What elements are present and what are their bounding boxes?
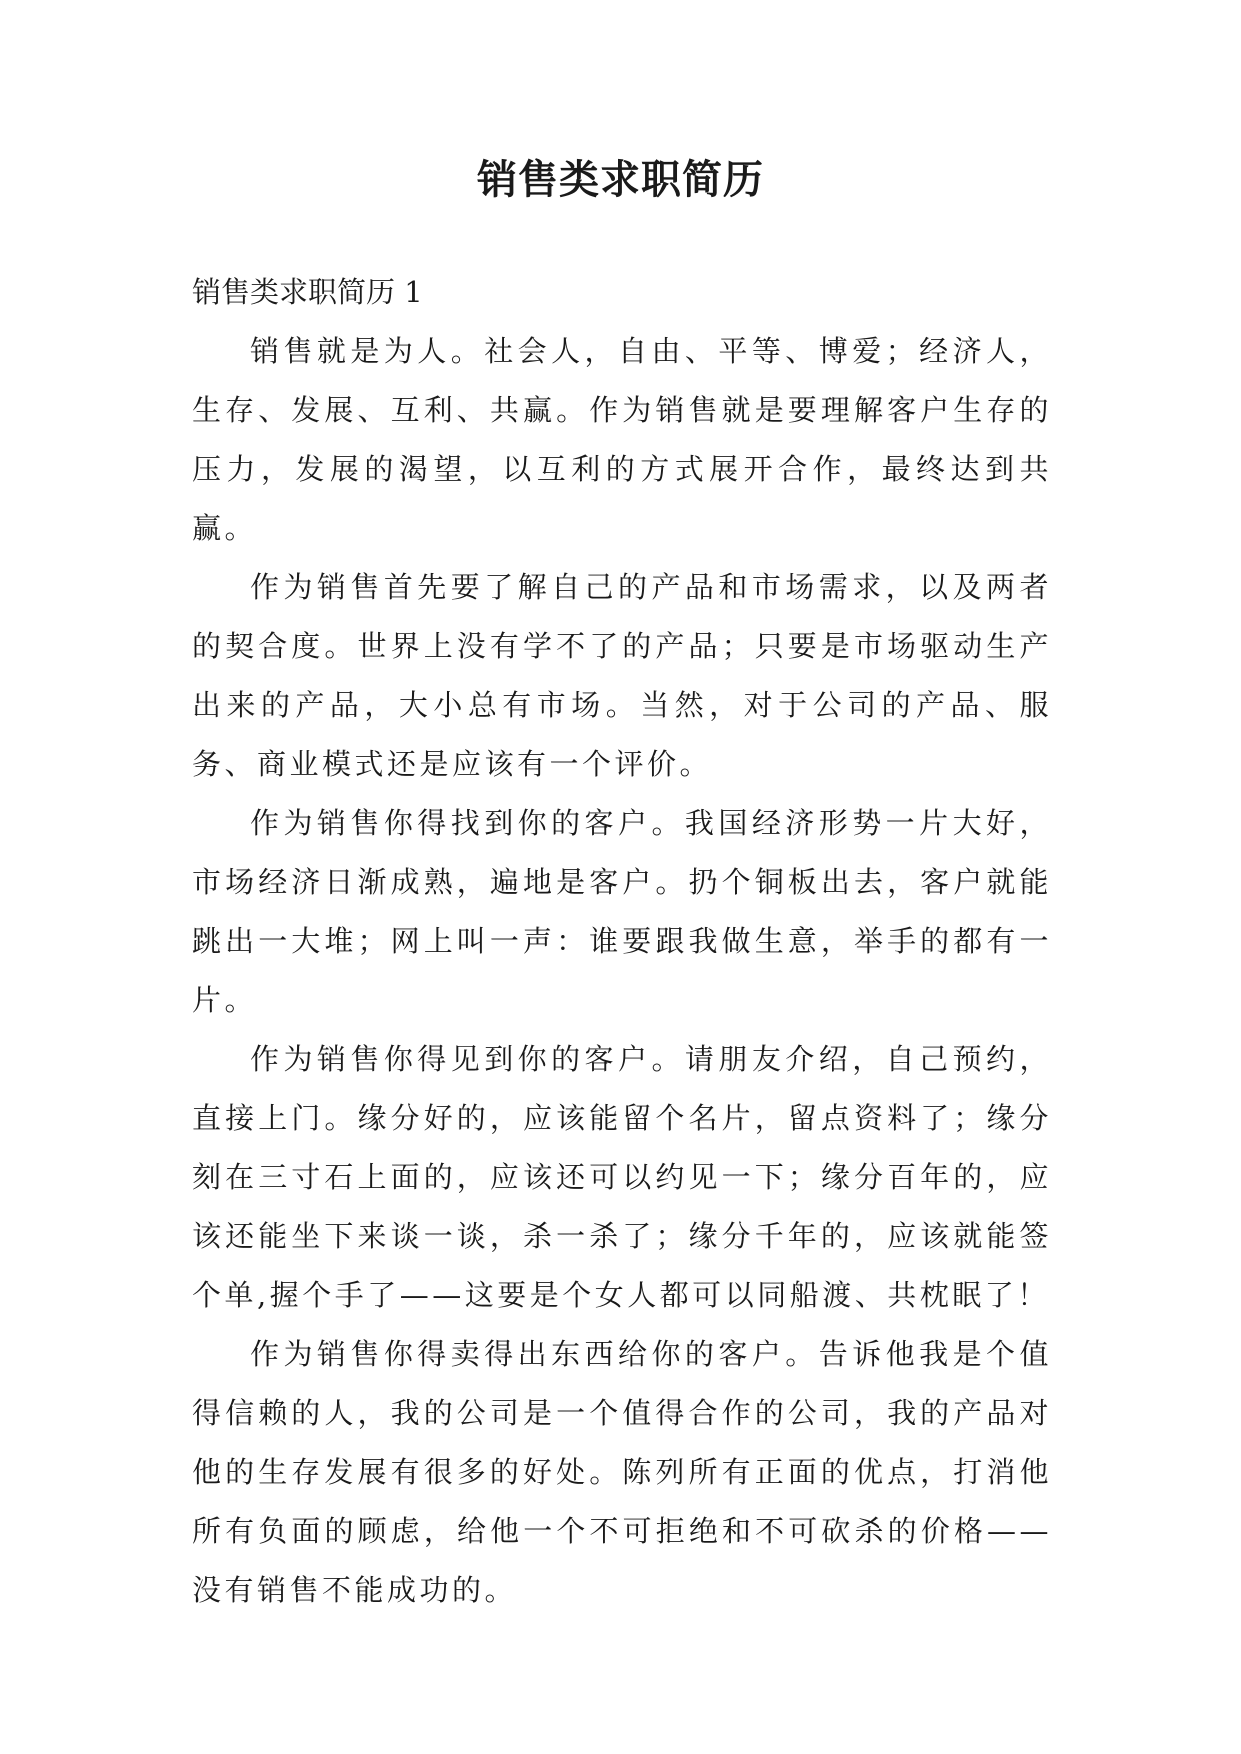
paragraph: 作为销售你得找到你的客户。我国经济形势一片大好，市场经济日渐成熟，遍地是客户。扔个铜板出去，客户就能跳出一大堆；网上叫一声：谁要跟我做生意，举手的都有一片。 [192,806,1052,1017]
section-heading: 销售类求职简历 1 [192,275,423,309]
paragraph: 销售就是为人。社会人，自由、平等、博爱；经济人，生存、发展、互利、共赢。作为销售就是要理解客户生存的压力，发展的渴望，以互利的方式展开合作，最终达到共赢。 [192,334,1052,545]
document-title: 销售类求职简历 [477,156,764,203]
document-body [192,262,1052,1620]
paragraph: 作为销售你得卖得出东西给你的客户。告诉他我是个值得信赖的人，我的公司是一个值得合作的公司，我的产品对他的生存发展有很多的好处。陈列所有正面的优点，打消他所有负面的顾虑，给他一个不可拒绝和不可砍杀的价格——没有销售不能成功的。 [192,1337,1052,1607]
paragraph: 作为销售首先要了解自己的产品和市场需求，以及两者的契合度。世界上没有学不了的产品；只要是市场驱动生产出来的产品，大小总有市场。当然，对于公司的产品、服务、商业模式还是应该有一个评价。 [192,570,1052,781]
paragraph: 作为销售你得见到你的客户。请朋友介绍，自己预约，直接上门。缘分好的，应该能留个名片，留点资料了；缘分刻在三寸石上面的，应该还可以约见一下；缘分百年的，应该还能坐下来谈一谈，杀一杀了；缘分千年的，应该就能签个单,握个手了——这要是个女人都可以同船渡、共枕眠了！ [192,1042,1052,1312]
